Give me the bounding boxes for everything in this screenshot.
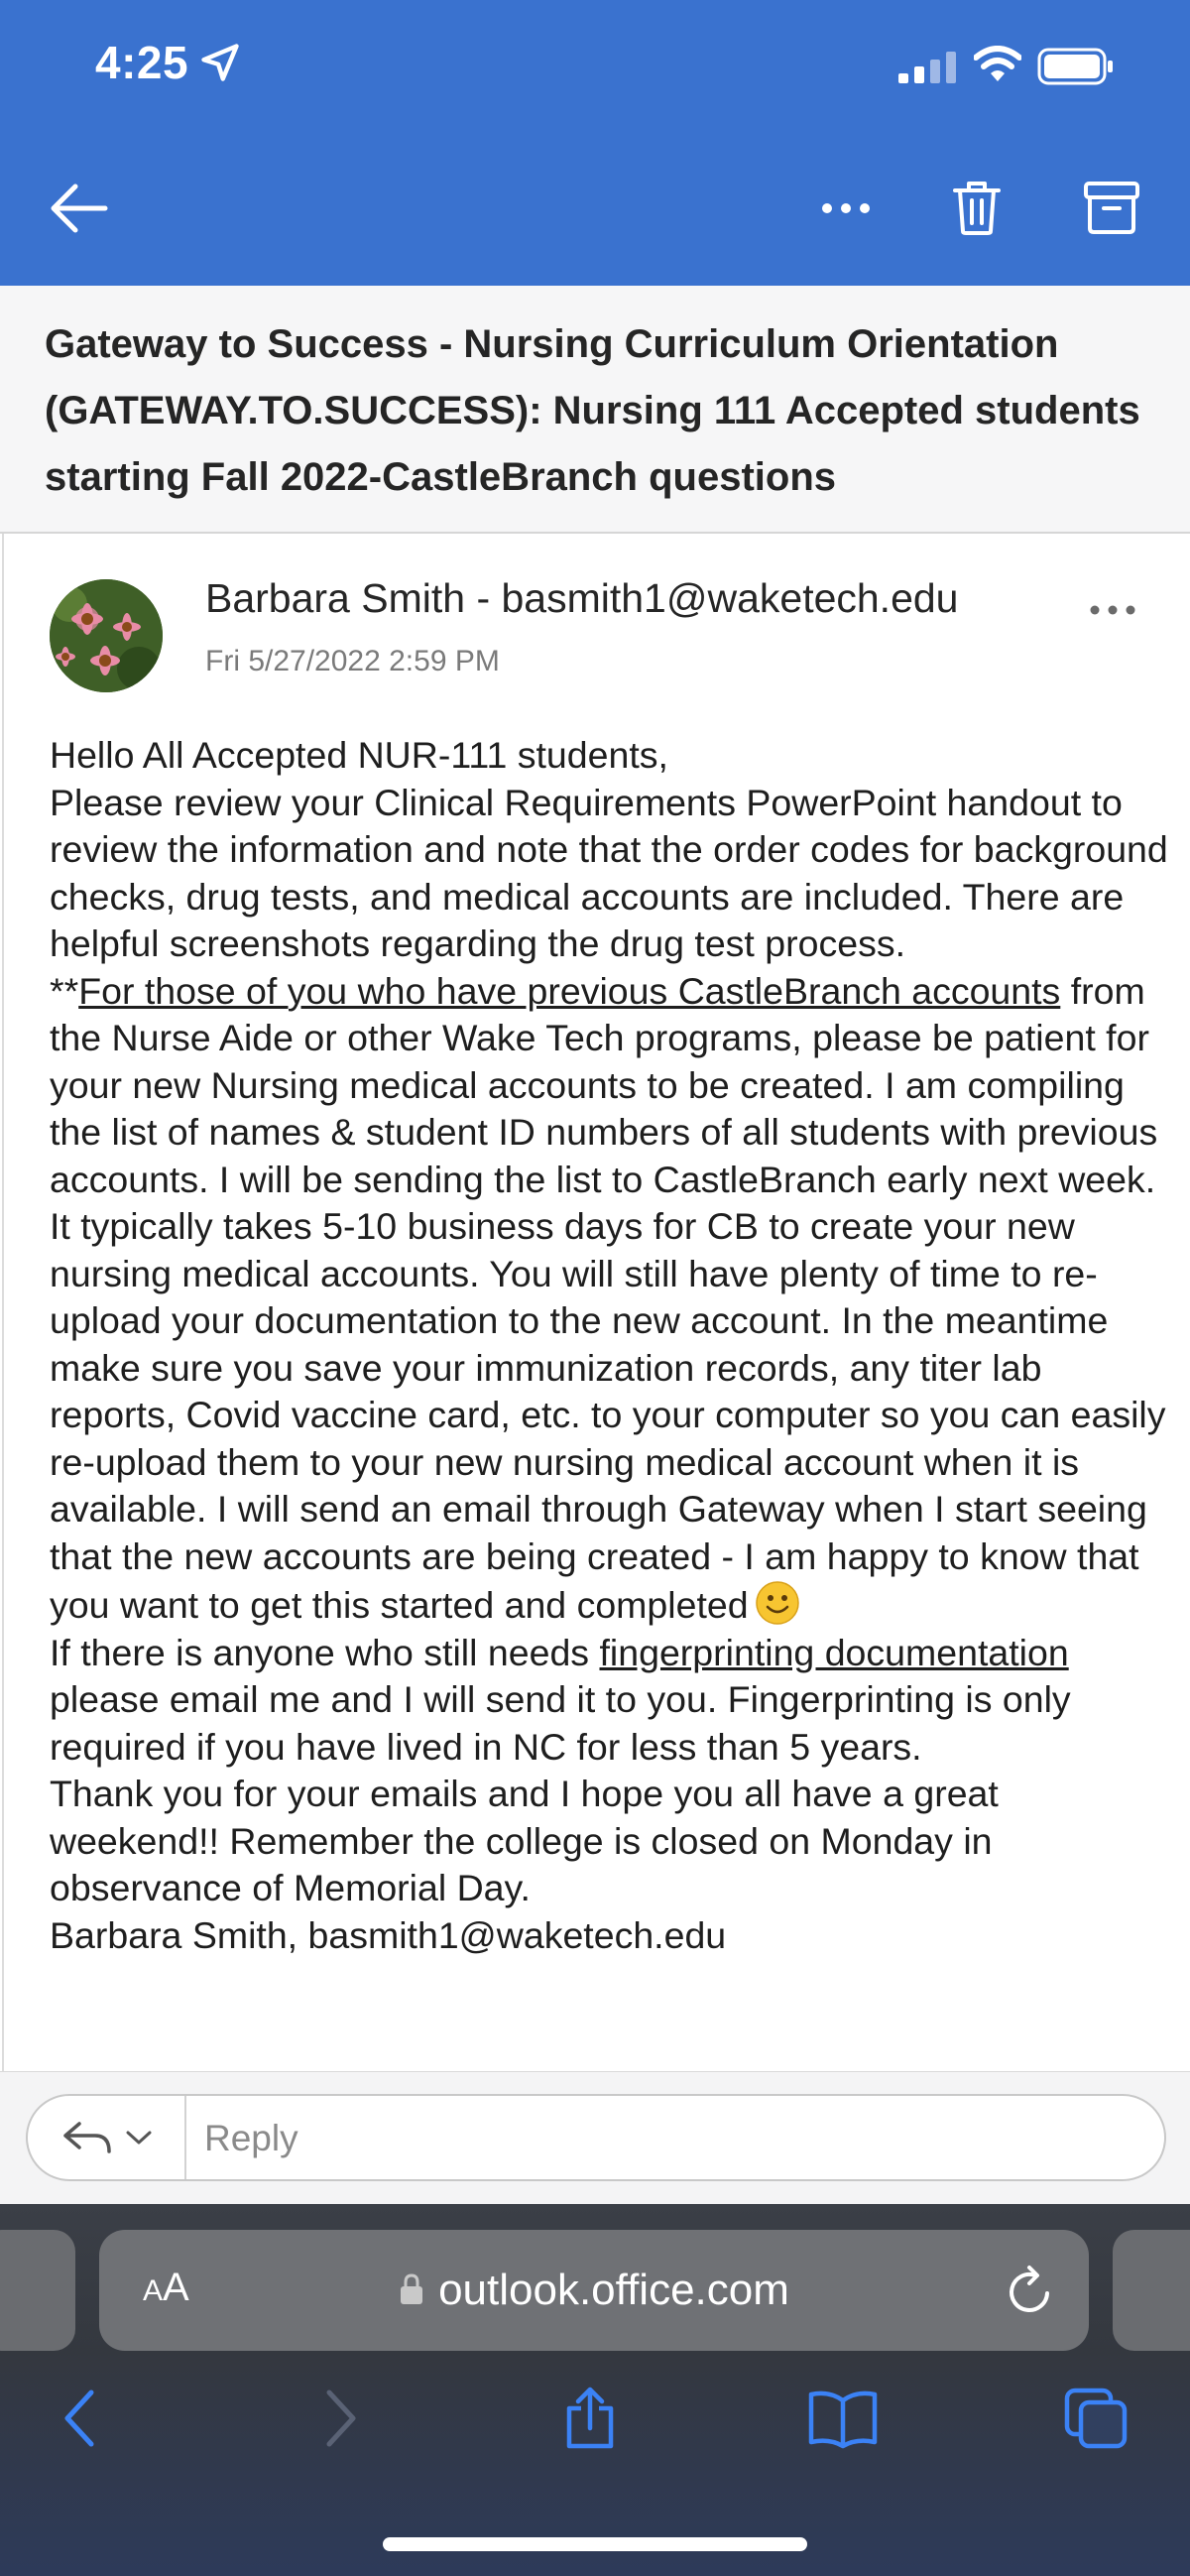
- avatar-flower-image: [50, 579, 163, 692]
- email-body: [50, 732, 1170, 1959]
- reply-action-button[interactable]: [28, 2096, 186, 2179]
- fingerprinting-documentation-link[interactable]: fingerprinting documentation: [599, 1631, 1069, 1673]
- reply-input[interactable]: [202, 2096, 1138, 2181]
- aa-small: A: [143, 2274, 164, 2307]
- body-p2-rest: from the Nurse Aide or other Wake Tech programs, please be patient for your new Nursing medical accounts to be created. I am compiling the list of names & student ID numbers of all students with previous accounts. I will be sending the list to CastleBranch early next week. It typically takes 5-10 business days for CB to create your new nursing medical accounts. You will still have plenty of time to re-upload your documentation to the new account. In the meantime make sure you save your immunization records, any titer lab reports, Covid vaccine card, etc. to your computer so you can easily re-upload them to your new nursing medical account when it is available. I will send an email through Gateway when I start seeing that the new accounts are being created - I am happy to know that you want to get this started and completed: [50, 969, 1166, 1626]
- aa-big: A: [163, 2266, 189, 2309]
- body-p3-rest: please email me and I will send it to you. Fingerprinting is only required if you have lived in NC for less than 5 years.: [50, 1678, 1071, 1768]
- body-p2-prefix: **: [50, 969, 79, 1012]
- app-header: [0, 0, 1190, 286]
- tabs-icon[interactable]: [1063, 2387, 1129, 2450]
- body-paragraph-3: [50, 1630, 1170, 1772]
- back-arrow-icon[interactable]: [48, 181, 109, 236]
- browser-back-icon[interactable]: [61, 2387, 97, 2450]
- home-indicator[interactable]: [383, 2537, 807, 2551]
- message-card: [2, 534, 1190, 2071]
- body-fade: [4, 2051, 1190, 2071]
- message-more-icon[interactable]: [1089, 601, 1136, 619]
- url-text: outlook.office.com: [438, 2266, 789, 2314]
- wifi-icon: [974, 46, 1021, 83]
- body-greeting: Hello All Accepted NUR-111 students,: [50, 734, 668, 776]
- subject-area: [0, 286, 1190, 534]
- lock-icon: [399, 2272, 424, 2306]
- status-time: [95, 36, 242, 89]
- status-time-text: 4:25: [95, 37, 189, 88]
- castlebranch-accounts-underline: For those of you who have previous CastleBranch accounts: [78, 969, 1061, 1012]
- cellular-signal-icon: [898, 52, 956, 83]
- reload-icon[interactable]: [1004, 2264, 1055, 2317]
- sent-date: Fri 5/27/2022 2:59 PM: [205, 645, 500, 677]
- more-options-icon[interactable]: [821, 198, 871, 218]
- share-icon[interactable]: [561, 2387, 619, 2450]
- body-p3-prefix: If there is anyone who still needs: [50, 1631, 600, 1673]
- bookmarks-icon[interactable]: [807, 2387, 879, 2450]
- delete-trash-icon[interactable]: [952, 179, 1002, 236]
- previous-tab-preview[interactable]: [0, 2230, 75, 2351]
- address-bar[interactable]: [99, 2230, 1089, 2351]
- archive-icon[interactable]: [1083, 179, 1140, 236]
- body-paragraph-4: Thank you for your emails and I hope you all have a great weekend!! Remember the college is closed on Monday in observance of Memorial Day.: [50, 1773, 999, 1908]
- body-signature: Barbara Smith, basmith1@waketech.edu: [50, 1913, 727, 1956]
- reply-box: [26, 2094, 1166, 2181]
- email-subject: Gateway to Success - Nursing Curriculum Orientation (GATEWAY.TO.SUCCESS): Nursing 111 Accepted students starting Fall 2022-CastleBranch questions: [45, 322, 1140, 499]
- location-arrow-icon: [198, 41, 242, 84]
- smiley-emoji-icon: [755, 1580, 800, 1626]
- sender-avatar[interactable]: [50, 579, 163, 692]
- chevron-down-icon: [125, 2129, 153, 2147]
- battery-icon: [1037, 48, 1115, 85]
- reply-arrow-icon: [60, 2118, 115, 2157]
- browser-forward-icon[interactable]: [323, 2387, 359, 2450]
- body-paragraph-1: Please review your Clinical Requirements PowerPoint handout to review the information and note that the order codes for background checks, drug tests, and medical accounts are included. There are helpful screenshots regarding the drug test process.: [50, 781, 1168, 964]
- next-tab-preview[interactable]: [1113, 2230, 1190, 2351]
- sender-name[interactable]: Barbara Smith - basmith1@waketech.edu: [205, 575, 959, 621]
- body-paragraph-2: [50, 968, 1170, 1630]
- reply-area: [0, 2071, 1190, 2205]
- url-display[interactable]: [99, 2266, 1089, 2315]
